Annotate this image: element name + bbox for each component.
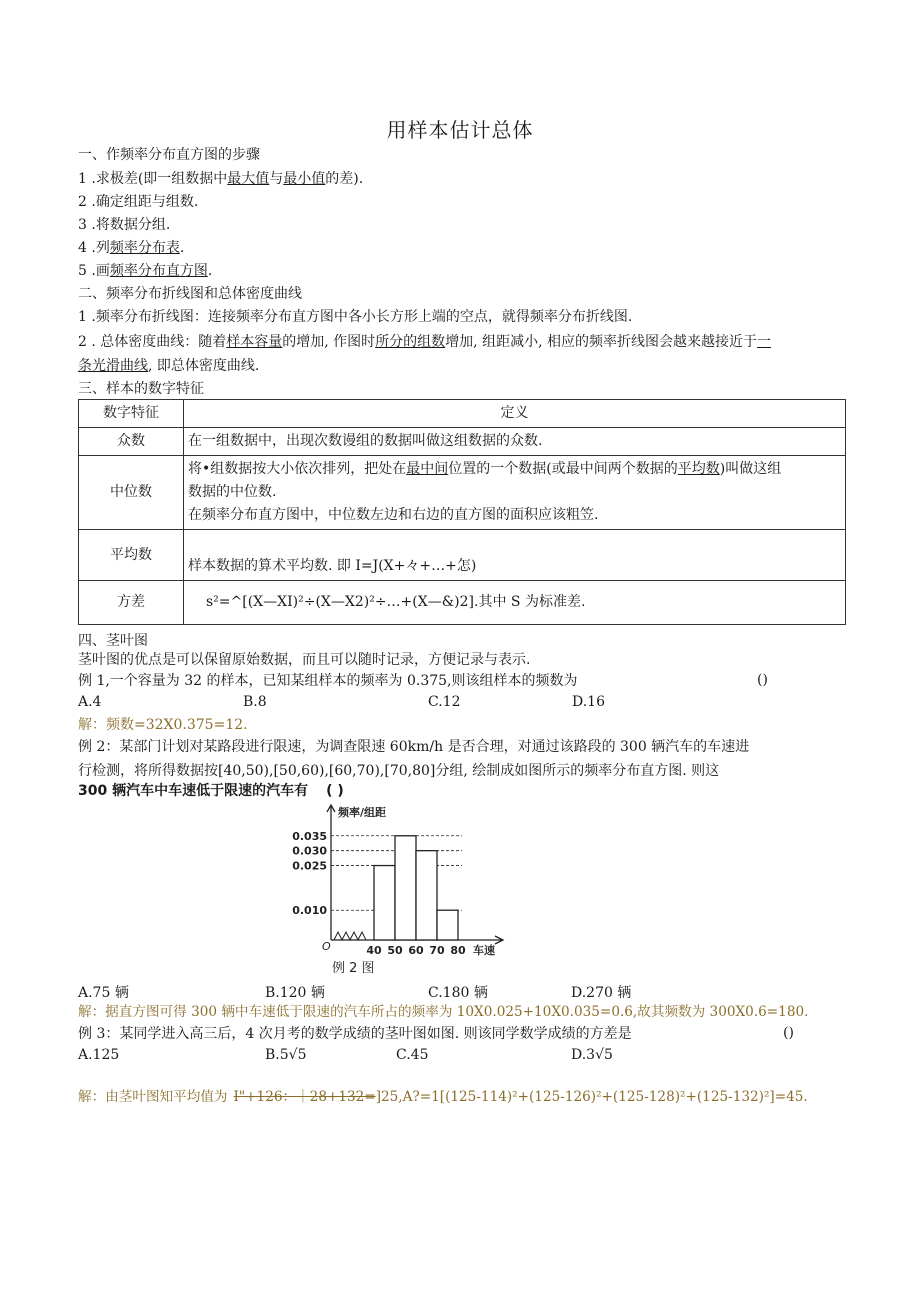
- table-row: [79, 456, 846, 530]
- example-2-question-line: [78, 782, 344, 800]
- item-number: 1: [78, 171, 87, 187]
- table-header-cell: 数字特征: [79, 400, 184, 428]
- item-text: .将数据分组.: [86, 217, 171, 233]
- item-text: .求极差(即一组数据中: [86, 171, 228, 187]
- origin-label: O: [322, 940, 331, 953]
- example-1-question: 例 1,一个容量为 32 的样本，已知某组样本的频率为 0.375,则该组样本的频数为: [78, 673, 578, 689]
- feature-definition: 在一组数据中，出现次数谩组的数据叫做这组数据的众数.: [184, 428, 846, 456]
- fill-blank: 平均数: [677, 461, 720, 477]
- x-tick-label: 50: [387, 944, 403, 957]
- item-number: 1: [78, 309, 87, 325]
- list-item: [78, 216, 170, 234]
- option-d: D.16: [572, 694, 605, 710]
- option-b: B.5√5: [265, 1047, 307, 1063]
- histogram-bar: [374, 866, 395, 940]
- option-c: C.180 辆: [428, 985, 488, 1001]
- feature-name: 平均数: [79, 530, 184, 581]
- fill-blank: 所分的组数: [375, 334, 446, 350]
- table-row: [79, 581, 846, 625]
- option-b: B.8: [243, 694, 267, 710]
- chart-caption: 例 2 图: [332, 961, 375, 976]
- answer-paren: (): [757, 672, 768, 688]
- list-item: [78, 239, 184, 257]
- feature-name: 中位数: [79, 456, 184, 530]
- text: 数据的中位数.: [188, 484, 277, 500]
- option-c: C.45: [396, 1047, 429, 1063]
- y-tick-label: 0.025: [292, 859, 327, 873]
- fill-blank: 最大值: [227, 171, 270, 187]
- feature-definition: s²=^[(X—XI)²÷(X—X2)²÷…+(X—&)2].其中 S 为标准差.: [184, 581, 846, 625]
- table-header-cell: 定义: [184, 400, 846, 428]
- feature-definition: [184, 456, 846, 530]
- item-number: 3: [78, 217, 87, 233]
- fill-blank: 条光滑曲线: [78, 358, 148, 374]
- item-text: 与: [269, 171, 284, 187]
- item-text: .: [207, 263, 213, 279]
- item-text: 的差).: [325, 171, 364, 187]
- item-text: .确定组距与组数.: [86, 194, 199, 210]
- y-tick-label: 0.035: [292, 829, 327, 843]
- section-4-heading: 四、茎叶图: [78, 633, 148, 649]
- histogram-bar: [437, 910, 458, 940]
- option-d: D.270 辆: [571, 985, 632, 1001]
- item-text: .列: [86, 240, 110, 256]
- option-b: B.120 辆: [265, 985, 325, 1001]
- item-text: .频率分布折线图：连接频率分布直方图中各小长方形上端的空点，就得频率分布折线图.: [86, 309, 633, 325]
- frequency-histogram: [290, 800, 530, 978]
- feature-name: 众数: [79, 428, 184, 456]
- example-2-question-line: 行检测，将所得数据按[40,50),[50,60),[60,70),[70,80]分组, 绘制成如图所示的频率分布直方图. 则这: [78, 763, 720, 779]
- example-3-solution: [78, 1088, 808, 1106]
- text: 位置的一个数据(或最中间两个数据的: [448, 461, 678, 477]
- option-d: D.3√5: [571, 1047, 613, 1063]
- example-2-solution: 解：据直方图可得 300 辆中车速低于限速的汽车所占的频率为 10X0.025+10X0.035=0.6,故其频数为 300X0.6=180.: [78, 1004, 809, 1020]
- text: 将•组数据按大小依次排列，把处在: [188, 461, 407, 477]
- paragraph: 茎叶图的优点是可以保留原始数据，而且可以随时记录，方便记录与表示.: [78, 652, 531, 668]
- x-tick-label: 70: [429, 944, 445, 957]
- x-axis-label: 车速: [473, 944, 495, 957]
- section-1-heading: 一、作频率分布直方图的步骤: [78, 147, 260, 163]
- fill-blank: 最小值: [283, 171, 326, 187]
- table-header-row: [79, 400, 846, 428]
- list-item: [78, 262, 212, 280]
- section-2-heading: 二、频率分布折线图和总体密度曲线: [78, 286, 302, 302]
- x-tick-label: 60: [408, 944, 424, 957]
- fill-blank: 样本容量: [226, 334, 283, 350]
- list-item: [78, 333, 771, 351]
- text: 解：由茎叶图知平均值为: [78, 1089, 228, 1105]
- feature-definition: 样本数据的算术平均数. 即 I=J(X+々+…+怎): [184, 530, 846, 581]
- example-2-question-line: 例 2：某部门计划对某路段进行限速，为调查限速 60km/h 是否合理，对通过该路段的 300 辆汽车的车速进: [78, 739, 750, 755]
- section-3-heading: 三、样本的数字特征: [78, 381, 204, 397]
- text: ]25,A?=1[(125-114)²+(125-126)²+(125-128)²+(125-132)²]=45.: [375, 1089, 808, 1105]
- fill-blank: 一: [757, 334, 771, 350]
- text: 在频率分布直方图中，中位数左边和右边的直方图的面积应该粗笠.: [188, 507, 599, 523]
- list-item: [78, 170, 363, 188]
- x-tick-label: 80: [450, 944, 466, 957]
- text: )叫做这组: [719, 461, 782, 477]
- example-1-solution: 解：频数=32X0.375=12.: [78, 717, 248, 733]
- table-row: [79, 428, 846, 456]
- y-axis-label: 频率/组距: [338, 806, 387, 819]
- item-number: 5: [78, 263, 87, 279]
- option-a: A.75 辆: [78, 985, 129, 1001]
- answer-paren: (): [783, 1025, 794, 1041]
- item-number: 2: [78, 194, 87, 210]
- item-number: 4: [78, 240, 87, 256]
- item-text: 的增加, 作图时: [282, 334, 376, 350]
- feature-name: 方差: [79, 581, 184, 625]
- list-item: [78, 308, 632, 326]
- option-a: A.125: [78, 1047, 120, 1063]
- fill-blank: 频率分布表: [109, 240, 180, 256]
- item-text: , 即总体密度曲线.: [148, 358, 260, 374]
- features-table: [78, 399, 846, 625]
- option-c: C.12: [428, 694, 461, 710]
- axis-break-zigzag: [334, 932, 366, 940]
- item-text: 增加, 组距减小, 相应的频率折线图会越来越接近于: [445, 334, 757, 350]
- item-number: 2: [78, 334, 87, 350]
- y-tick-label: 0.030: [292, 844, 327, 858]
- x-tick-label: 40: [366, 944, 382, 957]
- struck-text: I"+126：｜28+132=: [233, 1089, 376, 1105]
- item-text: . 总体密度曲线：随着: [86, 334, 227, 350]
- list-item-continued: [78, 357, 259, 375]
- text: 300 辆汽车中车速低于限速的汽车有: [78, 783, 309, 799]
- histogram-bar: [416, 851, 437, 940]
- option-a: A.4: [78, 694, 102, 710]
- list-item: [78, 193, 198, 211]
- fill-blank: 最中间: [406, 461, 449, 477]
- item-text: .: [179, 240, 185, 256]
- example-3-question: 例 3：某同学进入高三后，4 次月考的数学成绩的茎叶图如图. 则该同学数学成绩的方差是: [78, 1026, 632, 1042]
- fill-blank: 频率分布直方图: [109, 263, 208, 279]
- item-text: .画: [86, 263, 110, 279]
- table-row: [79, 530, 846, 581]
- page-title: 用样本估计总体: [386, 118, 534, 142]
- y-tick-label: 0.010: [292, 904, 327, 918]
- histogram-bar: [395, 836, 416, 940]
- answer-paren: ( ): [326, 783, 344, 799]
